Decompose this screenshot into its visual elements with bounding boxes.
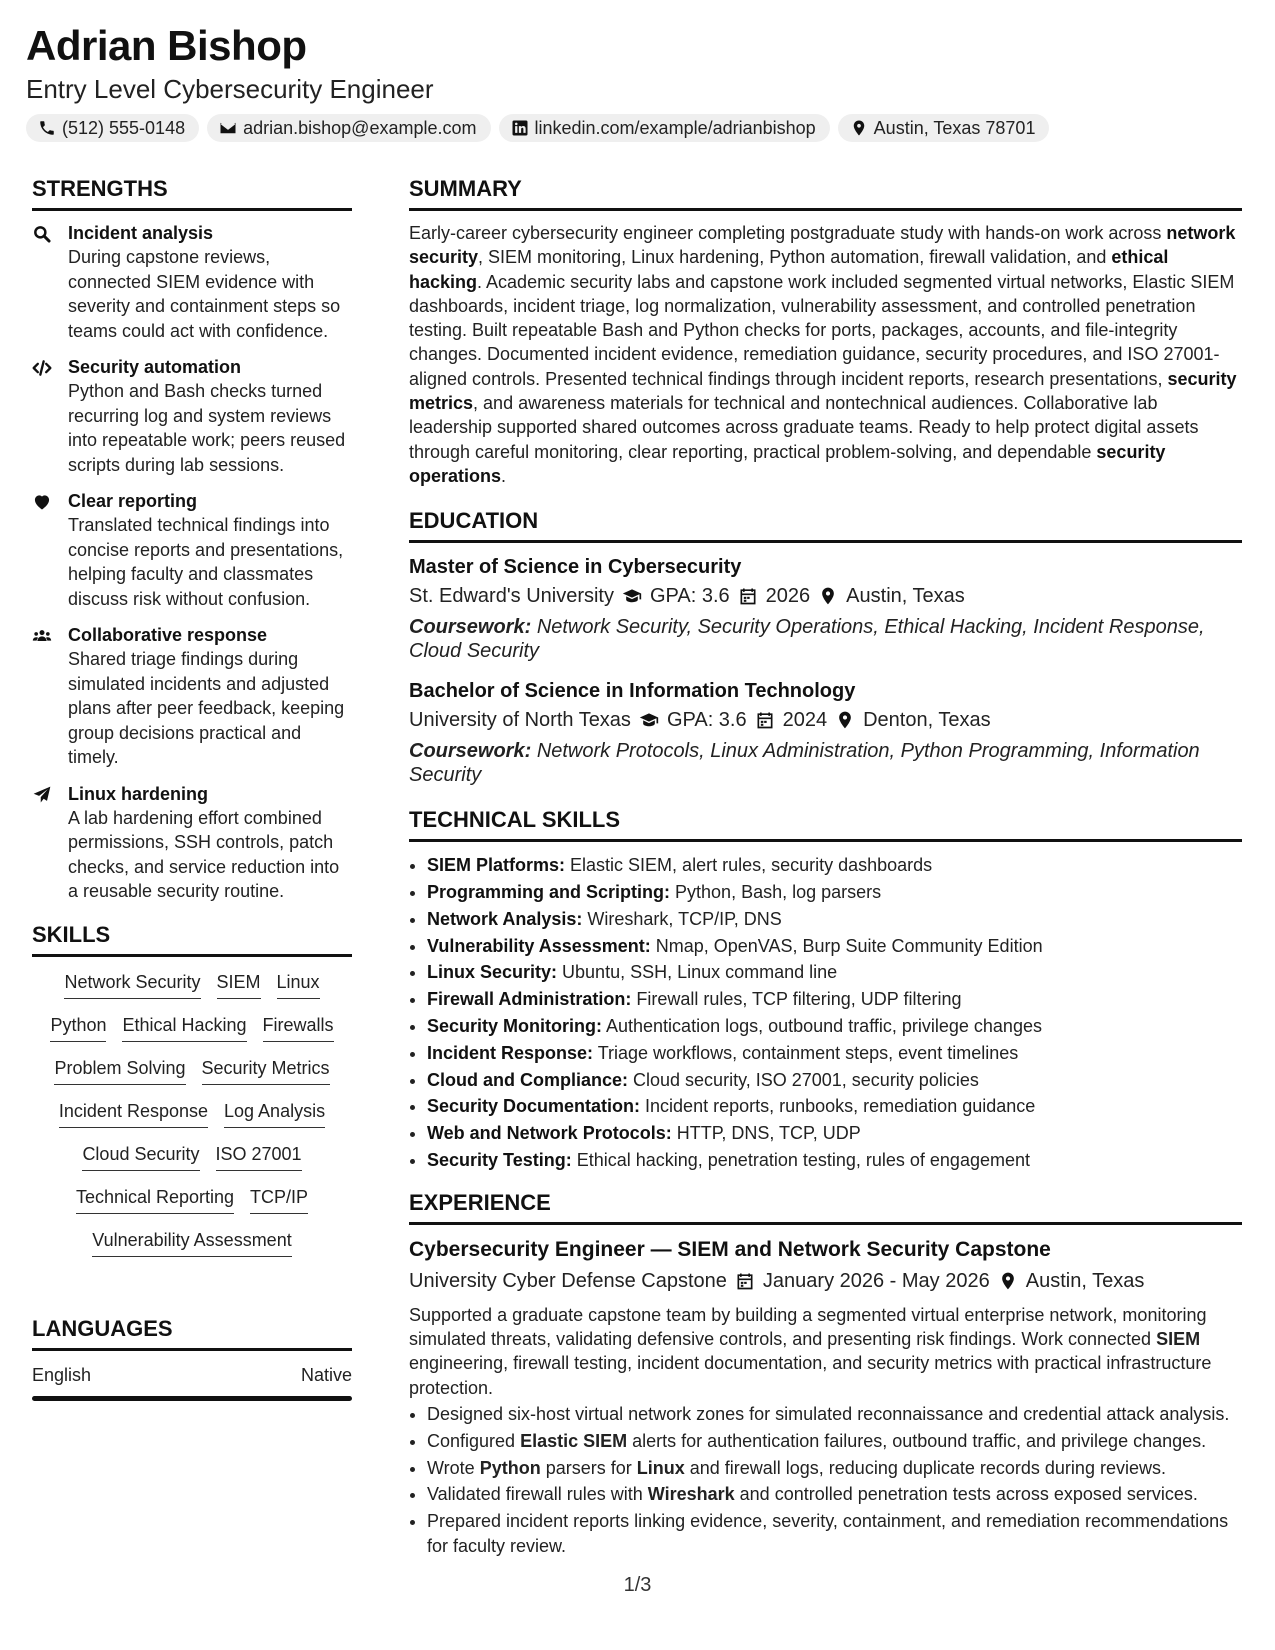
technical-skill-item: • Programming and Scripting: Python, Bash, log parsers [427, 879, 1242, 906]
organization: University Cyber Defense Capstone [409, 1269, 727, 1292]
bold-phrase: Elastic SIEM [520, 1430, 628, 1451]
degree-name: Master of Science in Cybersecurity [409, 556, 742, 579]
technical-skills-list [409, 852, 1242, 1174]
education-item [409, 677, 1242, 787]
technical-skill-item: • Linux Security: Ubuntu, SSH, Linux command line [427, 959, 1242, 986]
contact-phone[interactable] [26, 114, 199, 142]
strength-item [32, 355, 352, 477]
section-title-technical-skills: TECHNICAL SKILLS [409, 807, 1242, 842]
text-run: and controlled penetration tests across exposed services. [734, 1484, 1198, 1505]
users-icon [32, 626, 52, 646]
contact-linkedin[interactable] [499, 114, 830, 142]
left-column [32, 176, 352, 1401]
skill-tag: Firewalls [263, 1014, 334, 1042]
skill-tag: TCP/IP [250, 1186, 308, 1214]
contact-bar [26, 114, 1049, 142]
skill-tag: Problem Solving [54, 1057, 185, 1085]
section-title-experience: EXPERIENCE [409, 1190, 1242, 1225]
skill-tag: Network Security [64, 971, 200, 999]
bold-phrase: network security [409, 223, 1236, 268]
bold-phrase: security operations [409, 441, 1166, 486]
graduation-cap-icon [622, 586, 642, 606]
job-description [409, 1303, 1242, 1400]
technical-skill-item: • Security Testing: Ethical hacking, penetration testing, rules of engagement [427, 1147, 1242, 1174]
technical-skill-item: • Vulnerability Assessment: Nmap, OpenVAS, Burp Suite Community Edition [427, 933, 1242, 960]
paper-plane-icon [32, 785, 52, 805]
skill-tag: Security Metrics [202, 1057, 330, 1085]
technical-skill-item: • Incident Response: Triage workflows, containment steps, event timelines [427, 1040, 1242, 1067]
strength-item [32, 221, 352, 343]
skill-tag: Cloud Security [82, 1143, 199, 1171]
technical-skill-item: • SIEM Platforms: Elastic SIEM, alert rules, security dashboards [427, 852, 1242, 879]
bold-phrase: security metrics [409, 368, 1237, 414]
page-number: 1/3 [623, 1574, 652, 1596]
skill-tag: Linux [277, 971, 320, 999]
envelope-icon [219, 119, 237, 137]
section-title-skills: SKILLS [32, 922, 352, 957]
skill-tag: Technical Reporting [76, 1186, 234, 1214]
school-location: Austin, Texas [846, 585, 965, 608]
text-run: Supported a graduate capstone team by building a segmented virtual enterprise network, monitoring simulated threats, validating defensive controls, and presenting risk findings. Work connected [409, 1304, 1207, 1350]
skill-tag: Log Analysis [224, 1100, 325, 1128]
text-run: , and awareness materials for technical and nontechnical audiences. Collaborative lab leadership supported shared outcomes across graduate teams. Ready to help protect digital assets through careful monitoring, clear reporting, practical problem-solving, and dependable [409, 393, 1199, 462]
section-title-summary: SUMMARY [409, 176, 1242, 211]
text-run: Wrote [427, 1457, 480, 1478]
school-name: University of North Texas [409, 709, 631, 732]
job-bullet [427, 1509, 1242, 1558]
skill-tag: Python [50, 1014, 106, 1042]
right-column [409, 176, 1242, 1560]
language-level-bar [32, 1396, 352, 1401]
phone-icon [38, 119, 56, 137]
contact-text: Austin, Texas 78701 [873, 117, 1036, 138]
strength-heading: Incident analysis [68, 223, 214, 243]
contact-email[interactable] [207, 114, 490, 142]
job-location: Austin, Texas [1025, 1269, 1145, 1292]
technical-skill-item: • Network Analysis: Wireshark, TCP/IP, DNS [427, 906, 1242, 933]
job-bullet [427, 1429, 1242, 1453]
job-bullet [427, 1402, 1242, 1426]
text-run: Early-career cybersecurity engineer completing postgraduate study with hands-on work across [409, 223, 1167, 243]
contact-location [838, 114, 1050, 142]
strength-description: Translated technical findings into concise reports and presentations, helping faculty and classmates discuss risk without confusion. [68, 515, 344, 609]
technical-skill-item: • Web and Network Protocols: HTTP, DNS, TCP, UDP [427, 1120, 1242, 1147]
coursework: Coursework: Network Security, Security Operations, Ethical Hacking, Incident Response, Cloud Security [409, 616, 1205, 663]
strength-description: A lab hardening effort combined permissions, SSH controls, patch checks, and service reduction into a reusable security routine. [68, 807, 340, 901]
skill-tag: ISO 27001 [216, 1143, 302, 1171]
strength-description: Shared triage findings during simulated incidents and adjusted plans after peer feedback, keeping group decisions practical and timely. [68, 649, 345, 767]
calendar-icon [755, 710, 775, 730]
code-icon [32, 358, 52, 378]
location-pin-icon [835, 710, 855, 730]
job-bullet [427, 1482, 1242, 1506]
calendar-icon [735, 1271, 755, 1291]
technical-skill-item: • Firewall Administration: Firewall rules, TCP filtering, UDP filtering [427, 986, 1242, 1013]
graduation-year: 2024 [782, 709, 828, 732]
location-pin-icon [818, 586, 838, 606]
summary-text [409, 221, 1242, 488]
location-pin-icon [998, 1271, 1018, 1291]
text-run: engineering, firewall testing, incident documentation, and security metrics with practical infrastructure protection. [409, 1353, 1212, 1398]
strength-heading: Clear reporting [68, 491, 198, 511]
job-dates: January 2026 - May 2026 [762, 1269, 990, 1292]
text-run: and firewall logs, reducing duplicate records during reviews. [684, 1457, 1166, 1478]
skill-tag: SIEM [217, 971, 261, 999]
search-icon [32, 224, 52, 244]
job-bullets [409, 1402, 1242, 1558]
skill-tag: Vulnerability Assessment [92, 1229, 291, 1257]
technical-skill-item: • Security Documentation: Incident reports, runbooks, remediation guidance [427, 1093, 1242, 1120]
contact-text: (512) 555-0148 [62, 117, 186, 138]
bold-phrase: Linux [636, 1457, 685, 1478]
degree-name: Bachelor of Science in Information Technology [409, 680, 856, 703]
text-run: Configured [427, 1430, 521, 1451]
text-run: parsers for [540, 1457, 637, 1478]
coursework: Coursework: Network Protocols, Linux Administration, Python Programming, Information Security [409, 740, 1200, 787]
bold-phrase: ethical hacking [409, 247, 1169, 292]
language-name: English [32, 1364, 92, 1385]
text-run: , SIEM monitoring, Linux hardening, Python automation, firewall validation, and [478, 247, 1112, 268]
strength-description: Python and Bash checks turned recurring log and system reviews into repeatable work; peers reused scripts during lab sessions. [68, 381, 346, 475]
job-bullet [427, 1456, 1242, 1480]
language-item [32, 1361, 352, 1396]
education-item [409, 553, 1242, 663]
text-run: Prepared incident reports linking evidence, severity, containment, and remediation recommendations for faculty review. [427, 1511, 1229, 1556]
text-run: Designed six-host virtual network zones for simulated reconnaissance and credential attack analysis. [427, 1404, 1230, 1425]
school-name: St. Edward's University [409, 585, 614, 608]
technical-skill-item: • Cloud and Compliance: Cloud security, ISO 27001, security policies [427, 1067, 1242, 1094]
linkedin-icon [511, 119, 529, 137]
strength-heading: Collaborative response [68, 625, 268, 645]
bold-phrase: Python [479, 1457, 541, 1478]
graduation-year: 2026 [765, 585, 811, 608]
skill-tag: Ethical Hacking [122, 1014, 246, 1042]
gpa: GPA: 3.6 [666, 709, 747, 732]
heart-icon [32, 492, 52, 512]
strength-heading: Linux hardening [68, 783, 209, 804]
text-run: Validated firewall rules with [427, 1484, 648, 1505]
candidate-name: Adrian Bishop [26, 22, 307, 69]
strength-item [32, 489, 352, 611]
strength-heading: Security automation [68, 357, 242, 377]
skill-tag: Incident Response [59, 1100, 208, 1128]
strength-item [32, 623, 352, 770]
language-level: Native [300, 1364, 352, 1385]
graduation-cap-icon [639, 710, 659, 730]
strength-item [32, 782, 352, 904]
contact-text: adrian.bishop@example.com [243, 117, 477, 138]
gpa: GPA: 3.6 [650, 585, 730, 608]
strength-description: During capstone reviews, connected SIEM evidence with severity and containment steps so teams could act with confidence. [68, 247, 341, 341]
text-run: alerts for authentication failures, outbound traffic, and privilege changes. [627, 1430, 1207, 1451]
text-run: . [501, 465, 507, 486]
text-run: . Academic security labs and capstone work included segmented virtual networks, Elastic SIEM dashboards, incident triage, log normalization, vulnerability assessment, and controlled penetration testing. Built repeatable Bash and Python checks for ports, packages, accounts, and file-integrity changes. Documented incident evidence, remediation guidance, security procedures, and ISO 27001-aligned controls. Presented technical findings through incident reports, research presentations, [409, 271, 1235, 389]
skills-tag-list [32, 967, 352, 1280]
contact-text: linkedin.com/example/adrianbishop [534, 117, 816, 138]
job-title: Cybersecurity Engineer — SIEM and Network Security Capstone [409, 1237, 1051, 1261]
section-title-languages: LANGUAGES [32, 1316, 352, 1351]
technical-skill-item: • Security Monitoring: Authentication logs, outbound traffic, privilege changes [427, 1013, 1242, 1040]
bold-phrase: SIEM [1156, 1329, 1201, 1350]
section-title-strengths: STRENGTHS [32, 176, 352, 211]
section-title-education: EDUCATION [409, 508, 1242, 543]
candidate-title: Entry Level Cybersecurity Engineer [26, 74, 434, 104]
bold-phrase: Wireshark [647, 1484, 735, 1505]
calendar-icon [738, 586, 758, 606]
location-pin-icon [850, 119, 868, 137]
experience-item [409, 1235, 1242, 1558]
school-location: Denton, Texas [863, 709, 991, 732]
